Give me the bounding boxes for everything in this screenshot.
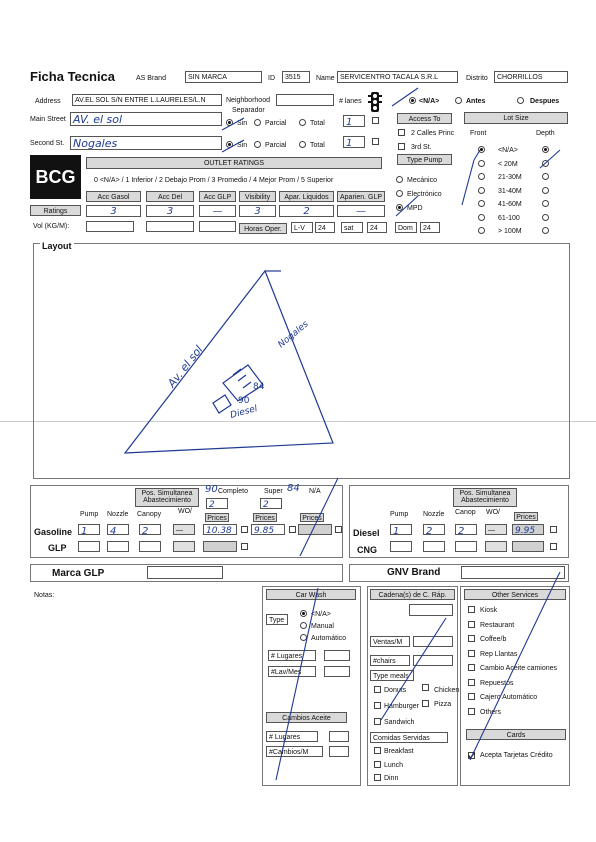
gas-completo-hw: 90 bbox=[205, 484, 218, 495]
glp-pump-field[interactable] bbox=[78, 541, 100, 552]
other-service-label: Cambio Aceite camiones bbox=[480, 665, 558, 672]
glp-row-label: GLP bbox=[48, 543, 67, 553]
outlet-column-header: Apar. Liquidos bbox=[279, 191, 334, 202]
other-service-label: Rep Llantas bbox=[480, 650, 518, 658]
donuts-checkbox[interactable] bbox=[374, 686, 381, 693]
other-service-checkbox[interactable] bbox=[468, 664, 475, 671]
layout-sketch bbox=[33, 243, 570, 479]
main-sin-radio[interactable] bbox=[226, 119, 233, 126]
gas-price-1-checkbox[interactable] bbox=[241, 526, 248, 533]
car-wash-manual-label: Manual bbox=[311, 623, 334, 630]
gas-price-3-checkbox[interactable] bbox=[335, 526, 342, 533]
bcg-logo-text: BCG bbox=[35, 167, 76, 187]
car-wash-manual-radio[interactable] bbox=[300, 622, 307, 629]
lot-depth-radio[interactable] bbox=[542, 160, 549, 167]
lunch-label: Lunch bbox=[384, 762, 404, 769]
outlet-rating-field[interactable]: — bbox=[337, 205, 385, 217]
cng-nozzle-field[interactable] bbox=[423, 541, 445, 552]
gas-wo-field[interactable]: — bbox=[173, 524, 195, 535]
sandwich-checkbox[interactable] bbox=[374, 718, 381, 725]
chicken-checkbox[interactable] bbox=[422, 684, 429, 691]
cards-header: Cards bbox=[466, 729, 566, 740]
diesel-canop-field[interactable]: 2 bbox=[455, 524, 477, 535]
timing-na-radio[interactable] bbox=[409, 97, 416, 104]
outlet-vol-field[interactable] bbox=[86, 221, 134, 232]
diesel-prices-label: Prices bbox=[514, 512, 538, 521]
gas-pos-super[interactable]: 2 bbox=[260, 498, 282, 509]
cambios-lugares-label: # Lugares bbox=[266, 731, 318, 742]
second-sin-label: Sin bbox=[237, 142, 248, 149]
outlet-ratings-header: OUTLET RATINGS bbox=[86, 157, 382, 169]
lot-front-radio[interactable] bbox=[478, 173, 485, 180]
pizza-checkbox[interactable] bbox=[422, 700, 429, 707]
gas-prices-2-label: Prices bbox=[253, 513, 277, 522]
vol-label: Vol (KG/M): bbox=[33, 223, 70, 230]
car-wash-lav-field[interactable] bbox=[324, 666, 350, 677]
third-st-label: 3rd St. bbox=[411, 144, 432, 151]
lot-depth-radio[interactable] bbox=[542, 214, 549, 221]
main-total-radio[interactable] bbox=[299, 119, 306, 126]
comidas-servidas-label: Comidas Servidas bbox=[370, 732, 448, 743]
outlet-column-header: Visibility bbox=[239, 191, 276, 202]
gas-price-2-checkbox[interactable] bbox=[289, 526, 296, 533]
car-wash-header: Car Wash bbox=[266, 589, 356, 600]
lunch-checkbox[interactable] bbox=[374, 761, 381, 768]
gas-price-3-field[interactable] bbox=[298, 524, 332, 535]
gas-canopy-field[interactable]: 2 bbox=[139, 524, 161, 535]
hours-sat-label: sat bbox=[341, 222, 363, 233]
sketch-90: 90 bbox=[238, 396, 250, 406]
gas-price-1-field[interactable]: 10.38 bbox=[203, 524, 237, 535]
electronico-radio[interactable] bbox=[396, 190, 403, 197]
other-service-label: Repuestos bbox=[480, 679, 514, 687]
mecanico-label: Mecánico bbox=[407, 177, 437, 184]
mpd-label: MPD bbox=[407, 205, 423, 212]
cadena-top-field[interactable] bbox=[409, 604, 453, 616]
lot-size-button[interactable]: Lot Size bbox=[464, 112, 568, 124]
outlet-rating-field[interactable]: 3 bbox=[146, 205, 194, 217]
id-field[interactable]: 3515 bbox=[282, 71, 310, 83]
acepta-check-icon bbox=[467, 751, 476, 760]
sketch-diesel: Diesel bbox=[229, 404, 259, 421]
sketch-84: 84 bbox=[253, 382, 265, 392]
second-st-field[interactable]: Nogales bbox=[70, 136, 222, 150]
hours-dom-field[interactable]: 24 bbox=[420, 222, 440, 233]
other-service-checkbox[interactable] bbox=[468, 693, 475, 700]
cadena-ventas-label: Ventas/M bbox=[370, 636, 410, 647]
car-wash-lav-label: #Lav/Mes bbox=[268, 666, 316, 677]
timing-na-label: <N/A> bbox=[419, 98, 440, 105]
sandwich-label: Sandwich bbox=[384, 719, 415, 726]
diesel-nozzle-label: Nozzle bbox=[423, 511, 445, 518]
breakfast-label: Breakfast bbox=[384, 748, 414, 755]
cng-wo-field[interactable] bbox=[485, 541, 507, 552]
other-service-label: Others bbox=[480, 708, 502, 716]
lot-depth-radio[interactable] bbox=[542, 227, 549, 234]
gas-wo-label: WO/ bbox=[178, 508, 192, 515]
access-to-button[interactable]: Access To bbox=[397, 113, 452, 124]
other-service-label: Restaurant bbox=[480, 621, 515, 629]
mpd-radio[interactable] bbox=[396, 204, 403, 211]
gas-pump-field[interactable]: 1 bbox=[78, 524, 100, 535]
gas-nozzle-label: Nozzle bbox=[107, 511, 129, 518]
front-label: Front bbox=[470, 130, 487, 137]
lot-front-radio[interactable] bbox=[478, 160, 485, 167]
outlet-rating-field[interactable]: 2 bbox=[279, 205, 334, 217]
hours-lv-field[interactable]: 24 bbox=[315, 222, 335, 233]
cng-pump-field[interactable] bbox=[390, 541, 412, 552]
main-parcial-label: Parcial bbox=[265, 120, 287, 127]
address-field[interactable]: AV.EL SOL S/N ENTRE L.LAURELES/L.N bbox=[72, 94, 222, 106]
second-st-label: Second St. bbox=[30, 140, 65, 147]
other-service-label: Cajero Automático bbox=[480, 694, 538, 701]
gas-completo-label: Completo bbox=[218, 488, 248, 495]
name-field[interactable]: SERVICENTRO TACALA S.R.L bbox=[337, 71, 458, 83]
other-service-checkbox[interactable] bbox=[468, 606, 475, 613]
lot-size-option-label: < 20M bbox=[498, 160, 518, 168]
type-pump-button[interactable]: Type Pump bbox=[397, 154, 452, 165]
diesel-pos-label-1: Pos. Simultanea bbox=[459, 490, 511, 497]
lot-size-option-label: 31-40M bbox=[498, 187, 522, 195]
second-sin-radio[interactable] bbox=[226, 141, 233, 148]
other-service-checkbox[interactable] bbox=[468, 650, 475, 657]
cng-row-label: CNG bbox=[357, 545, 377, 555]
diesel-pump-field[interactable]: 1 bbox=[390, 524, 412, 535]
second-parcial-radio[interactable] bbox=[254, 141, 261, 148]
address-label: Address bbox=[35, 98, 61, 105]
lot-front-radio[interactable] bbox=[478, 146, 485, 153]
cng-price-field[interactable] bbox=[512, 541, 544, 552]
gas-prices-1-label: Prices bbox=[205, 513, 229, 522]
lot-size-option-label: > 100M bbox=[498, 228, 522, 235]
hours-sat-field[interactable]: 24 bbox=[367, 222, 387, 233]
gas-nozzle-field[interactable]: 4 bbox=[107, 524, 129, 535]
other-service-label: Kiosk bbox=[480, 607, 498, 614]
main-street-field[interactable]: AV. el sol bbox=[70, 112, 222, 126]
diesel-pos-label-2: Abastecimiento bbox=[461, 497, 509, 504]
other-service-checkbox[interactable] bbox=[468, 679, 475, 686]
main-sin-label: Sin bbox=[237, 120, 248, 127]
hours-dom-label: Dom bbox=[395, 222, 417, 233]
diesel-price-field[interactable]: 9.95 bbox=[512, 524, 544, 535]
lot-size-option-label: <N/A> bbox=[498, 147, 518, 154]
horas-oper-label: Horas Oper. bbox=[239, 223, 287, 234]
outlet-column-header: Acc Del bbox=[146, 191, 194, 202]
hours-lv-label: L-V bbox=[291, 222, 313, 233]
second-street-checkbox[interactable] bbox=[372, 138, 379, 145]
gnv-brand-field[interactable] bbox=[461, 566, 565, 579]
sketch-street2: Nogales bbox=[276, 319, 311, 351]
timing-antes-label: Antes bbox=[466, 98, 486, 105]
other-service-label: Coffee/b bbox=[480, 636, 507, 643]
glp-nozzle-field[interactable] bbox=[107, 541, 129, 552]
breakfast-checkbox[interactable] bbox=[374, 747, 381, 754]
donuts-label: Donuts bbox=[384, 687, 407, 694]
lot-depth-radio[interactable] bbox=[542, 187, 549, 194]
hamburger-checkbox[interactable] bbox=[374, 702, 381, 709]
electronico-label: Electrónico bbox=[407, 191, 442, 198]
gas-pos-label-2: Abastecimiento bbox=[143, 497, 191, 504]
ratings-label: Ratings bbox=[30, 205, 81, 216]
outlet-column-header: Acc GLP bbox=[199, 191, 236, 202]
outlet-vol-field[interactable] bbox=[199, 221, 236, 232]
diesel-wo-label: WO/ bbox=[486, 509, 500, 516]
gas-price-2-field[interactable]: 9.85 bbox=[251, 524, 285, 535]
bcg-logo bbox=[30, 155, 81, 199]
gas-pos-completo[interactable]: 2 bbox=[206, 498, 228, 509]
outlet-rating-field[interactable]: 3 bbox=[239, 205, 276, 217]
main-street-checkbox[interactable] bbox=[372, 117, 379, 124]
car-wash-na-label: <N/A> bbox=[311, 611, 331, 618]
diesel-nozzle-field[interactable]: 2 bbox=[423, 524, 445, 535]
gas-pump-label: Pump bbox=[80, 511, 99, 518]
car-wash-type-label: Type bbox=[266, 614, 288, 625]
other-service-checkbox[interactable] bbox=[468, 708, 475, 715]
main-parcial-radio[interactable] bbox=[254, 119, 261, 126]
other-services-header: Other Services bbox=[464, 589, 566, 600]
glp-price-field[interactable] bbox=[203, 541, 237, 552]
mecanico-radio[interactable] bbox=[396, 176, 403, 183]
lot-size-option-label: 41-60M bbox=[498, 201, 522, 208]
diesel-wo-field[interactable]: — bbox=[485, 524, 507, 535]
lot-size-option-label: 21-30M bbox=[498, 174, 522, 181]
diesel-price-checkbox[interactable] bbox=[550, 526, 557, 533]
chicken-label: Chicken bbox=[434, 687, 460, 694]
cambios-cambios-label: #Cambios/M bbox=[266, 746, 323, 757]
cng-price-checkbox[interactable] bbox=[550, 543, 557, 550]
lot-front-radio[interactable] bbox=[478, 200, 485, 207]
cambios-lugares-field[interactable] bbox=[329, 731, 349, 742]
gas-super-hw: 84 bbox=[287, 483, 300, 494]
glp-price-checkbox[interactable] bbox=[241, 543, 248, 550]
lot-depth-radio[interactable] bbox=[542, 146, 549, 153]
diesel-pump-label: Pump bbox=[390, 511, 409, 518]
lot-depth-radio[interactable] bbox=[542, 173, 549, 180]
acepta-tarjetas-label: Acepta Tarjetas Crédito bbox=[480, 752, 553, 759]
lot-front-radio[interactable] bbox=[478, 214, 485, 221]
marca-glp-label: Marca GLP bbox=[52, 568, 105, 579]
id-label: ID bbox=[268, 75, 275, 82]
timing-antes-radio[interactable] bbox=[455, 97, 462, 104]
cadena-ventas-field[interactable] bbox=[413, 636, 453, 647]
outlet-scale: 0 <N/A> / 1 Inferior / 2 Debajo Prom / 3 Promedio / 4 Mejor Prom / 5 Superior bbox=[94, 177, 334, 184]
outlet-rating-field[interactable]: 3 bbox=[86, 205, 141, 217]
main-street-label: Main Street bbox=[30, 116, 66, 123]
as-brand-field[interactable]: SIN MARCA bbox=[185, 71, 262, 83]
cadena-header: Cadena(s) de C. Ráp. bbox=[370, 589, 455, 600]
main-total-label: Total bbox=[310, 120, 325, 127]
gas-na-label: N/A bbox=[309, 488, 321, 495]
cadena-type-meals-label: Type meals bbox=[370, 670, 414, 681]
gnv-brand-label: GNV Brand bbox=[387, 567, 441, 578]
traffic-light-icon bbox=[368, 92, 382, 112]
lot-depth-radio[interactable] bbox=[542, 200, 549, 207]
car-wash-lugares-field[interactable] bbox=[324, 650, 350, 661]
gas-super-label: Super bbox=[264, 488, 283, 495]
outlet-column-header: Acc Gasol bbox=[86, 191, 141, 202]
cambios-aceite-header: Cambios Aceite bbox=[266, 712, 347, 723]
hamburger-label: Hamburger bbox=[384, 703, 420, 710]
gas-pos-label-1: Pos. Simultanea bbox=[141, 490, 193, 497]
third-st-checkbox[interactable] bbox=[398, 143, 405, 150]
outlet-vol-field[interactable] bbox=[146, 221, 194, 232]
neighborhood-label: Neighborhood bbox=[226, 97, 270, 104]
calles-princ-checkbox[interactable] bbox=[398, 129, 405, 136]
lot-front-radio[interactable] bbox=[478, 187, 485, 194]
diesel-row-label: Diesel bbox=[353, 528, 380, 538]
distrito-field[interactable]: CHORRILLOS bbox=[494, 71, 568, 83]
form-title: Ficha Tecnica bbox=[30, 69, 116, 84]
name-label: Name bbox=[316, 75, 335, 82]
car-wash-lugares-label: # Lugares bbox=[268, 650, 316, 661]
gas-pos-simultanea bbox=[135, 488, 199, 507]
as-brand-label: AS Brand bbox=[136, 75, 166, 82]
second-parcial-label: Parcial bbox=[265, 142, 287, 149]
other-service-checkbox[interactable] bbox=[468, 635, 475, 642]
glp-canopy-field[interactable] bbox=[139, 541, 161, 552]
cng-canop-field[interactable] bbox=[455, 541, 477, 552]
marca-glp-field[interactable] bbox=[147, 566, 223, 579]
gasoline-row-label: Gasoline bbox=[34, 527, 73, 537]
separador-label: Separador bbox=[232, 107, 265, 114]
gas-canopy-label: Canopy bbox=[137, 511, 162, 518]
calles-princ-label: 2 Calles Princ bbox=[411, 130, 455, 137]
car-wash-na-radio[interactable] bbox=[300, 610, 307, 617]
car-wash-auto-radio[interactable] bbox=[300, 634, 307, 641]
other-service-checkbox[interactable] bbox=[468, 621, 475, 628]
second-total-radio[interactable] bbox=[299, 141, 306, 148]
depth-label: Depth bbox=[536, 130, 555, 137]
lanes-label: # lanes bbox=[339, 98, 362, 105]
sketch-street1: Av. el sol bbox=[165, 343, 206, 390]
dinn-checkbox[interactable] bbox=[374, 774, 381, 781]
main-lanes-field[interactable]: 1 bbox=[343, 115, 365, 127]
second-lanes-field[interactable]: 1 bbox=[343, 136, 365, 148]
glp-wo-field[interactable] bbox=[173, 541, 195, 552]
timing-despues-label: Despues bbox=[530, 98, 560, 105]
distrito-label: Distrito bbox=[466, 75, 488, 82]
lot-front-radio[interactable] bbox=[478, 227, 485, 234]
car-wash-auto-label: Automático bbox=[311, 635, 347, 642]
notas-label: Notas: bbox=[34, 592, 55, 599]
outlet-column-header: Aparien. GLP bbox=[337, 191, 385, 202]
gas-prices-3-label: Prices bbox=[300, 513, 324, 522]
cadena-chairs-field[interactable] bbox=[413, 655, 453, 666]
timing-despues-radio[interactable] bbox=[517, 97, 524, 104]
cambios-cambios-field[interactable] bbox=[329, 746, 349, 757]
neighborhood-field[interactable] bbox=[276, 94, 334, 106]
outlet-rating-field[interactable]: — bbox=[199, 205, 236, 217]
diesel-pos-simultanea bbox=[453, 488, 517, 507]
cadena-chairs-label: #chairs bbox=[370, 655, 410, 666]
pizza-label: Pizza bbox=[434, 701, 452, 708]
layout-title: Layout bbox=[42, 241, 72, 251]
second-total-label: Total bbox=[310, 142, 325, 149]
lot-size-option-label: 61-100 bbox=[498, 214, 520, 222]
dinn-label: Dinn bbox=[384, 775, 399, 782]
diesel-canop-label: Canop bbox=[455, 509, 476, 516]
